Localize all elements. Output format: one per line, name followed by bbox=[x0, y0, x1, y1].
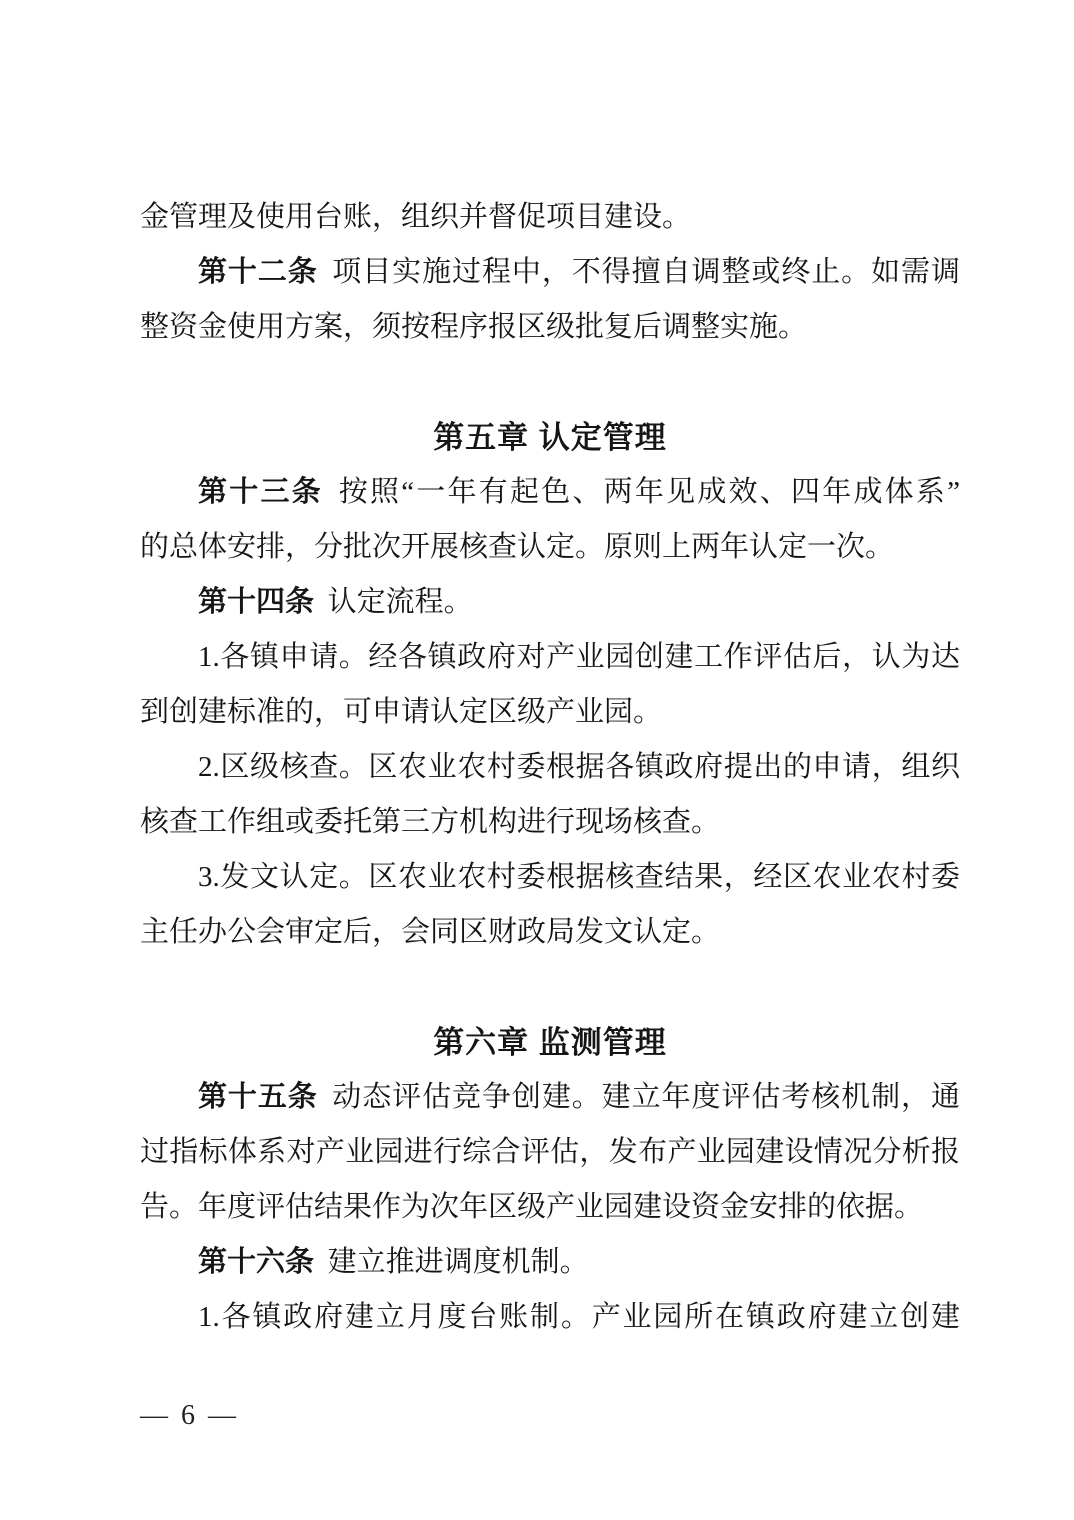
article-number: 第十四条 bbox=[198, 586, 315, 618]
article-number: 第十三条 bbox=[198, 476, 323, 508]
text-line bbox=[140, 1180, 960, 1235]
text-line bbox=[140, 245, 960, 300]
article-number: 第十五条 bbox=[198, 1081, 318, 1113]
text-segment: 建立推进调度机制。 bbox=[320, 1246, 589, 1278]
text-line bbox=[140, 520, 960, 575]
text-line bbox=[140, 465, 960, 520]
text-segment: 整资金使用方案，须按程序报区级批复后调整实施。 bbox=[140, 311, 808, 343]
text-segment: 主任办公会审定后，会同区财政局发文认定。 bbox=[140, 916, 721, 948]
text-segment: 1.各镇政府建立月度台账制。产业园所在镇政府建立创建 bbox=[198, 1301, 960, 1333]
document-body bbox=[140, 190, 960, 1345]
article-number: 第十六条 bbox=[198, 1246, 315, 1278]
text-segment: 金管理及使用台账，组织并督促项目建设。 bbox=[140, 201, 692, 233]
text-segment: 2.区级核查。区农业农村委根据各镇政府提出的申请，组织 bbox=[198, 751, 960, 783]
text-line bbox=[140, 190, 960, 245]
text-segment: 按照“一年有起色、两年见成效、四年成体系” bbox=[329, 476, 960, 508]
text-segment: 项目实施过程中，不得擅自调整或终止。如需调 bbox=[324, 256, 960, 288]
text-line bbox=[140, 300, 960, 355]
page-footer bbox=[140, 1400, 239, 1432]
text-line bbox=[140, 1070, 960, 1125]
text-segment: 3.发文认定。区农业农村委根据核查结果，经区农业农村委 bbox=[198, 861, 960, 893]
chapter-heading: 第五章 认定管理 bbox=[433, 420, 667, 455]
text-segment: 的总体安排，分批次开展核查认定。原则上两年认定一次。 bbox=[140, 531, 895, 563]
article-number: 第十二条 bbox=[198, 256, 318, 288]
text-segment: 告。年度评估结果作为次年区级产业园建设资金安排的依据。 bbox=[140, 1191, 924, 1223]
text-segment: 动态评估竞争创建。建立年度评估考核机制，通 bbox=[324, 1081, 960, 1113]
text-line bbox=[140, 850, 960, 905]
text-line bbox=[140, 795, 960, 850]
chapter-heading: 第六章 监测管理 bbox=[433, 1025, 667, 1060]
text-line bbox=[140, 1290, 960, 1345]
text-line bbox=[140, 1235, 960, 1290]
text-segment: 到创建标准的，可申请认定区级产业园。 bbox=[140, 696, 663, 728]
text-line bbox=[140, 1125, 960, 1180]
text-line bbox=[140, 630, 960, 685]
text-line bbox=[140, 575, 960, 630]
text-segment: 过指标体系对产业园进行综合评估，发布产业园建设情况分析报 bbox=[140, 1136, 960, 1168]
text-segment: 核查工作组或委托第三方机构进行现场核查。 bbox=[140, 806, 721, 838]
text-line bbox=[140, 740, 960, 795]
text-segment: 认定流程。 bbox=[320, 586, 473, 618]
text-line bbox=[140, 685, 960, 740]
page-number: — 6 — bbox=[140, 1400, 239, 1431]
text-line bbox=[140, 905, 960, 960]
text-segment: 1.各镇申请。经各镇政府对产业园创建工作评估后，认为达 bbox=[198, 641, 960, 673]
